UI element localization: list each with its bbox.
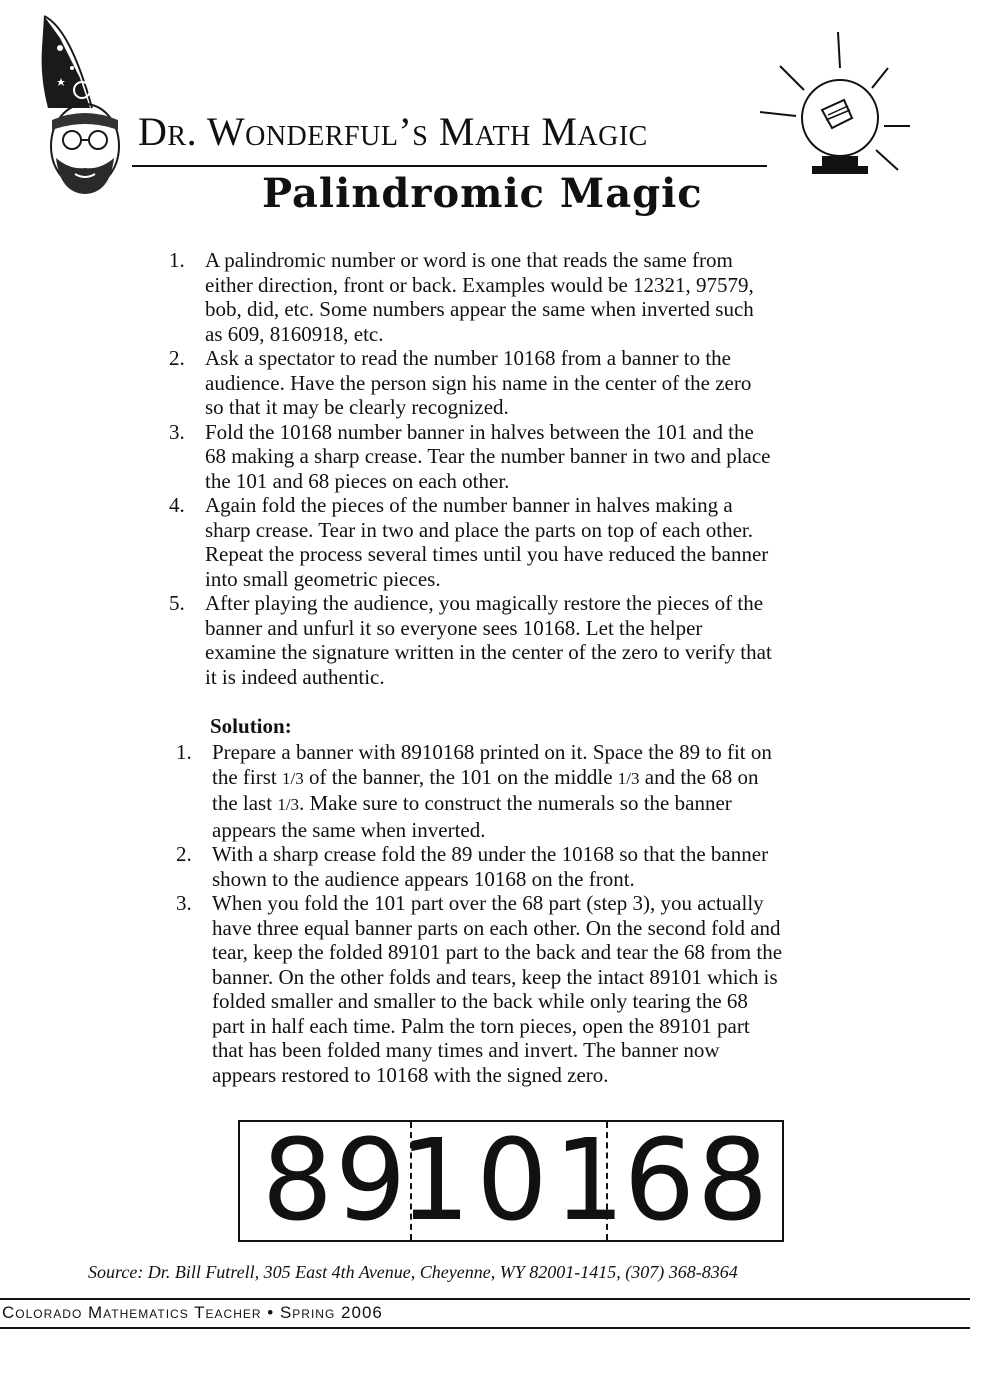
step-number: 4.: [169, 493, 185, 517]
step-text: Again fold the pieces of the number banner in halves making a sharp crease. Tear in two and place the parts on top of each other. Repeat the process several times until you have reduced the banner into small geometric pieces.: [205, 493, 769, 591]
step-text: When you fold the 101 part over the 68 part (step 3), you actually have three equal banner parts on each other. On the second fold and tear, keep the folded 89101 part to the back and tear the 68 from the banner. On the other folds and tears, keep the intact 89101 which is folded smaller and smaller to the back while only tearing the 68 part in half each time. Palm the torn pieces, open the 89101 part that has been folded many times and invert. The banner now appears restored to 10168 with the signed zero.: [212, 891, 783, 1087]
step-text: . Make sure to construct the numerals so the banner appears the same when inverted.: [212, 791, 732, 842]
step-text: After playing the audience, you magically restore the pieces of the banner and unfurl it so everyone sees 10168. Let the helper examine the signature written in the center of the zero to verify that it is indeed authentic.: [205, 591, 772, 689]
footer: [2, 1303, 383, 1323]
page-subtitle: Palindromic Magic: [262, 170, 703, 217]
crystal-ball-icon: [760, 30, 920, 190]
footer-separator: •: [267, 1303, 275, 1322]
list-item: [176, 740, 784, 842]
wizard-portrait-icon: [30, 8, 150, 198]
banner-part-89: 89: [261, 1116, 409, 1246]
publication-name: Colorado Mathematics Teacher: [2, 1303, 262, 1322]
step-text: of the banner, the 101 on the middle: [303, 764, 618, 789]
fraction: 1/3: [617, 768, 640, 788]
step-text: Prepare a banner with 8910168 printed on it. Space the 89 to fit on the first: [212, 740, 772, 789]
list-item: [176, 891, 784, 1087]
list-item: [176, 842, 784, 891]
fraction: 1/3: [281, 768, 304, 788]
instructions-list: [169, 248, 775, 689]
step-text: With a sharp crease fold the 89 under the 10168 so that the banner shown to the audience appears 10168 on the front.: [212, 842, 769, 891]
list-item: [169, 591, 775, 689]
step-number: 3.: [169, 419, 185, 444]
list-item: [169, 493, 775, 591]
step-number: 2.: [169, 346, 185, 370]
fold-line: [606, 1122, 608, 1240]
source-citation: Source: Dr. Bill Futrell, 305 East 4th Avenue, Cheyenne, WY 82001-1415, (307) 368-8364: [88, 1262, 738, 1282]
issue-date: Spring 2006: [279, 1303, 383, 1322]
page-title: Dr. Wonderful’s Math Magic: [138, 109, 648, 154]
fraction: 1/3: [277, 795, 300, 814]
solution-list: [176, 740, 784, 1087]
banner-part-68: 68: [623, 1116, 771, 1246]
step-text: Fold the 10168 number banner in halves between the 101 and the 68 making a sharp crease. Tear the number banner in two and place the 101 and 68 pieces on each other.: [205, 419, 771, 493]
step-text: and the 68 on the last: [212, 764, 759, 815]
banner-part-101: 101: [399, 1116, 631, 1246]
list-item: [169, 346, 775, 420]
step-number: 1.: [169, 248, 185, 272]
step-number: 1.: [176, 740, 192, 764]
footer-divider: [0, 1298, 970, 1300]
solution-heading: Solution:: [210, 714, 292, 738]
step-text: Ask a spectator to read the number 10168 from a banner to the audience. Have the person sign his name in the center of the zero so that it may be clearly recognized.: [205, 346, 752, 419]
number-banner: [238, 1116, 784, 1246]
list-item: [169, 419, 775, 494]
step-number: 3.: [176, 891, 192, 915]
step-text: A palindromic number or word is one that reads the same from either direction, front or back. Examples would be 12321, 97579, bob, did, etc. Some numbers appear the same when inverted such as 609, 8160918, etc.: [205, 248, 754, 346]
step-number: 2.: [176, 842, 192, 866]
footer-divider: [0, 1327, 970, 1329]
step-number: 5.: [169, 591, 185, 615]
title-underline: [132, 165, 767, 167]
list-item: [169, 248, 775, 346]
